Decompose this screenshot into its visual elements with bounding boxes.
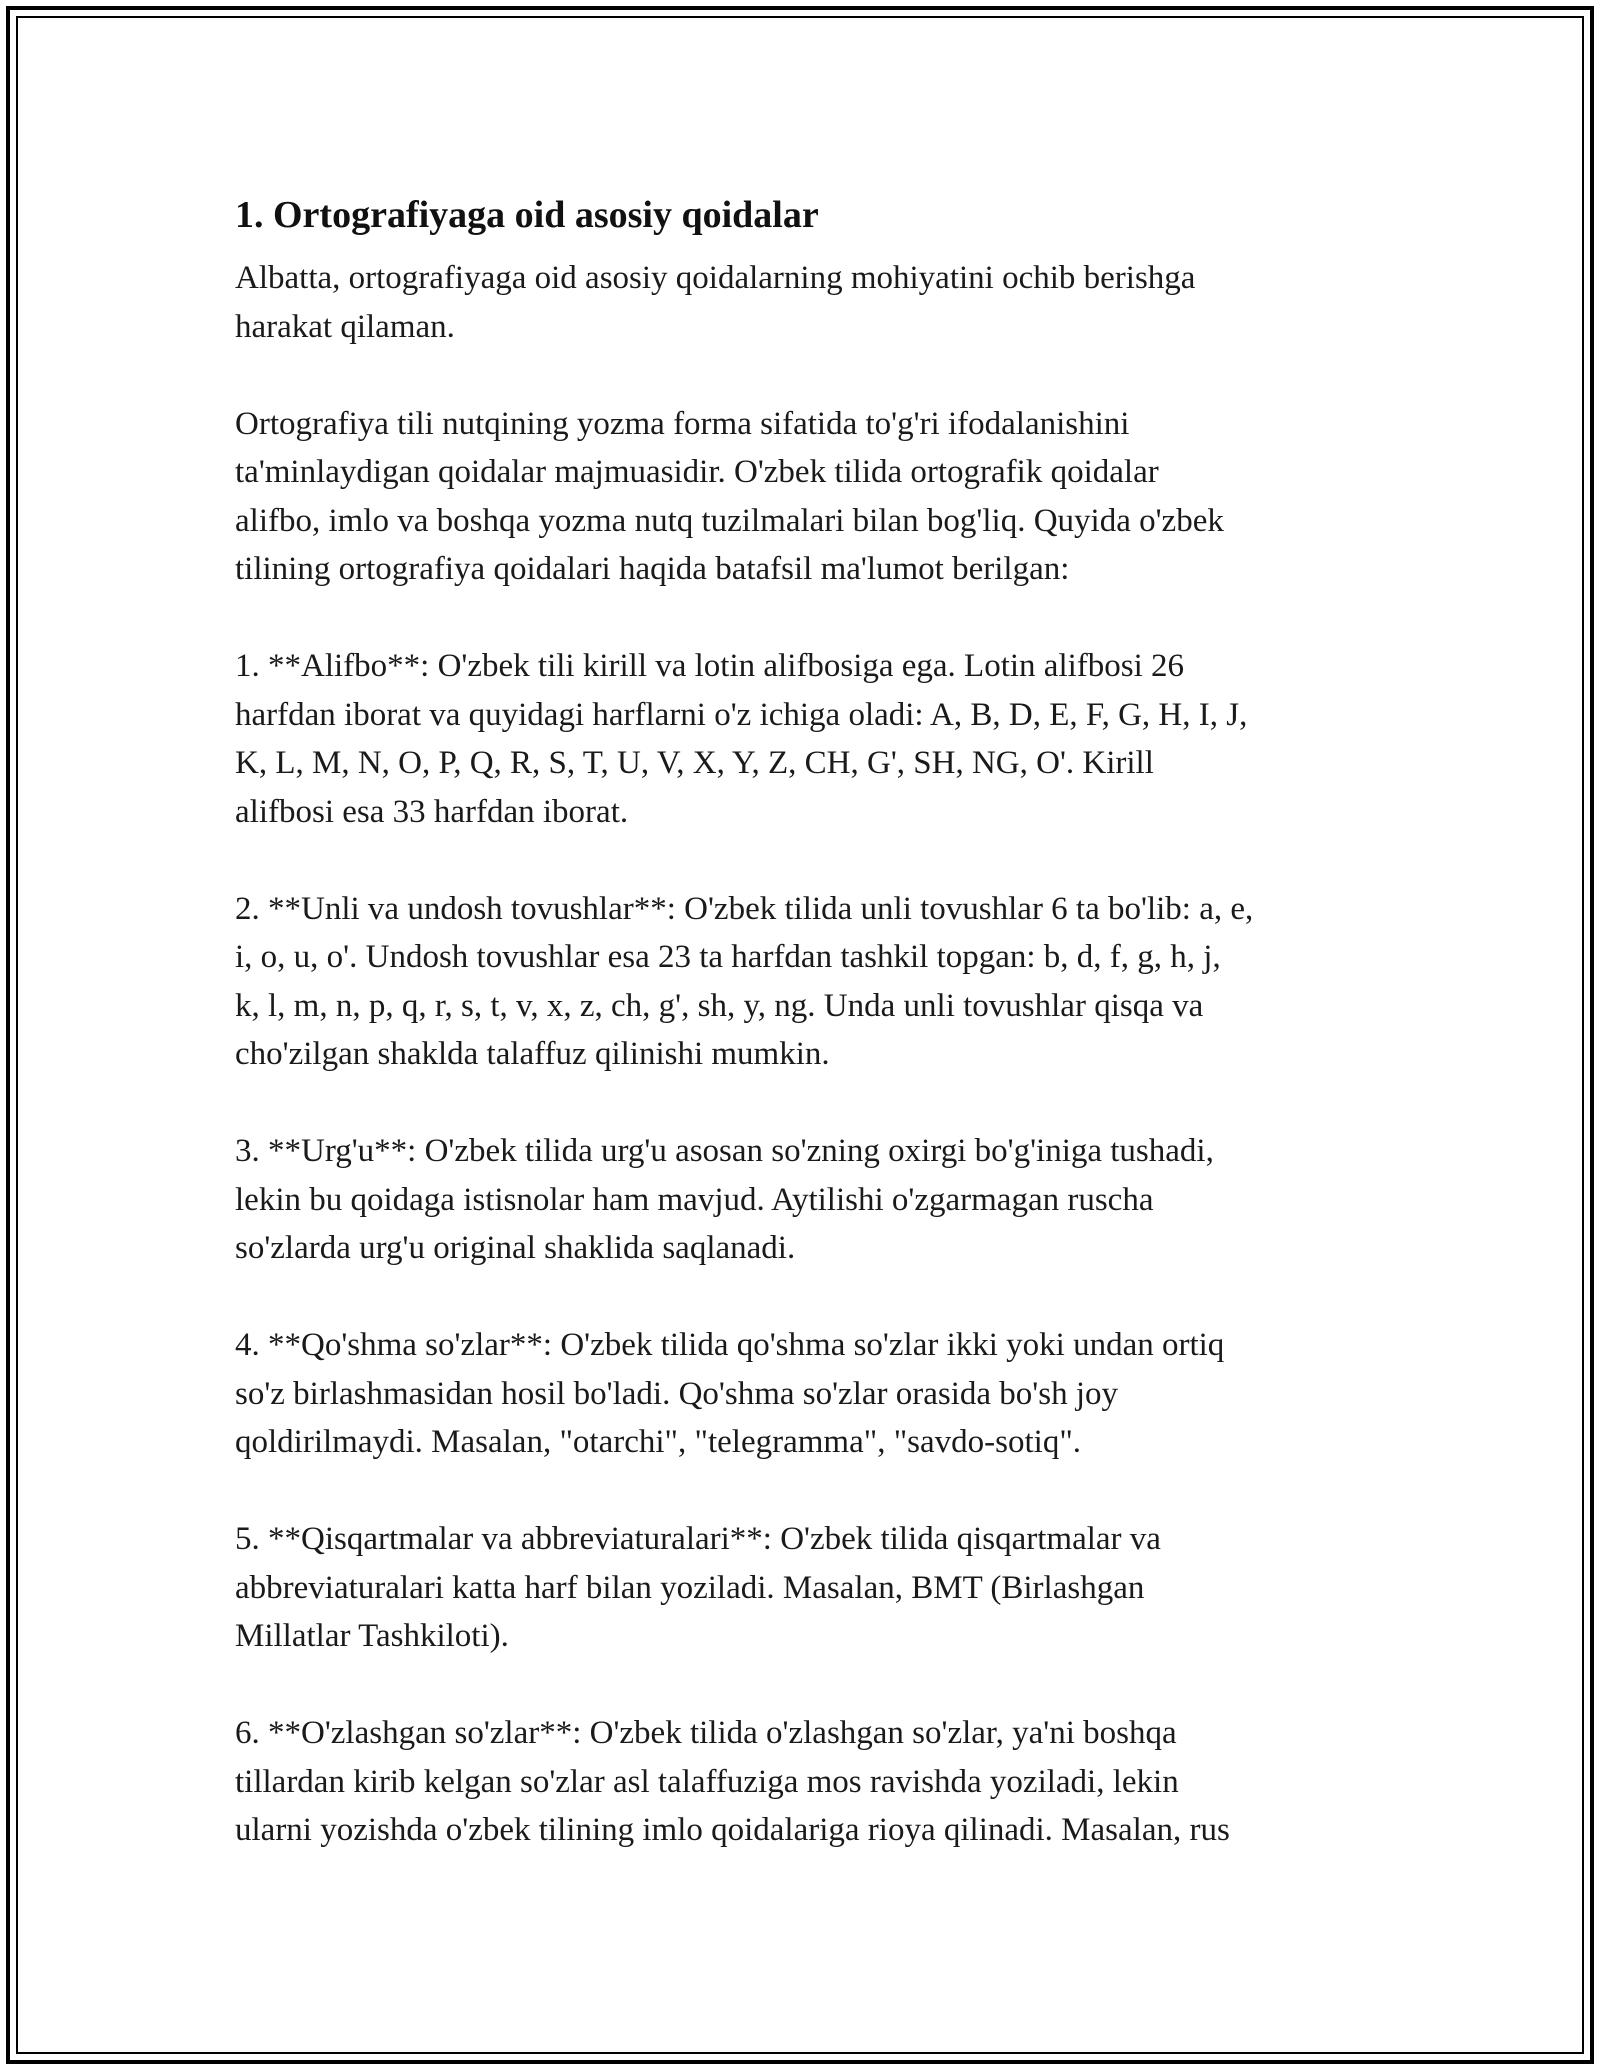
paragraph-definition: Ortografiya tili nutqining yozma forma sifatida to'g'ri ifodalanishini ta'minlaydigan qoidalar majmuasidir. O'zbek tilida ortografik qoidalar alifbo, imlo va boshqa yozma nutq tuzilmalari bilan bog'liq. Quyida o'zbek tilining ortografiya qoidalari haqida batafsil ma'lumot berilgan: <box>235 405 1224 587</box>
paragraph-rule-stress: 3. **Urg'u**: O'zbek tilida urg'u asosan so'zning oxirgi bo'g'iniga tushadi, lekin bu qoidaga istisnolar ham mavjud. Aytilishi o'zgarmagan ruscha so'zlarda urg'u original shaklida saqlanadi. <box>235 1133 1214 1266</box>
paragraph-rule-sounds: 2. **Unli va undosh tovushlar**: O'zbek tilida unli tovushlar 6 ta bo'lib: a, e, i, o, u, o'. Undosh tovushlar esa 23 ta harfdan tashkil topgan: b, d, f, g, h, j, k, l, m, n, p, q, r, s, t, v, x, z, ch, g', sh, y, ng. Unda unli tovushlar qisqa va cho'zilgan shaklda talaffuz qilinishi mumkin. <box>235 890 1254 1072</box>
paragraph-rule-compound-words: 4. **Qo'shma so'zlar**: O'zbek tilida qo'shma so'zlar ikki yoki undan ortiq so'z birlashmasidan hosil bo'ladi. Qo'shma so'zlar orasida bo'sh joy qoldirilmaydi. Masalan, "otarchi", "telegramma", "savdo-sotiq". <box>235 1327 1225 1460</box>
paragraph-rule-loanwords: 6. **O'zlashgan so'zlar**: O'zbek tilida o'zlashgan so'zlar, ya'ni boshqa tillardan kirib kelgan so'zlar asl talaffuziga mos ravishda yoziladi, lekin ularni yozishda o'zbek tilining imlo qoidalariga rioya qilinadi. Masalan, rus <box>235 1715 1230 1848</box>
document-body <box>235 186 1370 1855</box>
paragraph-rule-abbreviations: 5. **Qisqartmalar va abbreviaturalari**: O'zbek tilida qisqartmalar va abbreviaturalari katta harf bilan yoziladi. Masalan, BMT (Birlashgan Millatlar Tashkiloti). <box>235 1521 1161 1654</box>
paragraph-rule-alphabet: 1. **Alifbo**: O'zbek tili kirill va lotin alifbosiga ega. Lotin alifbosi 26 harfdan iborat va quyidagi harflarni o'z ichiga oladi: A, B, D, E, F, G, H, I, J, K, L, M, N, O, P, Q, R, S, T, U, V, X, Y, Z, CH, G', SH, NG, O'. Kirill alifbosi esa 33 harfdan iborat. <box>235 648 1248 830</box>
paragraph-intro: Albatta, ortografiyaga oid asosiy qoidalarning mohiyatini ochib berishga harakat qilaman. <box>235 260 1196 345</box>
section-heading: 1. Ortografiyaga oid asosiy qoidalar <box>235 194 819 236</box>
